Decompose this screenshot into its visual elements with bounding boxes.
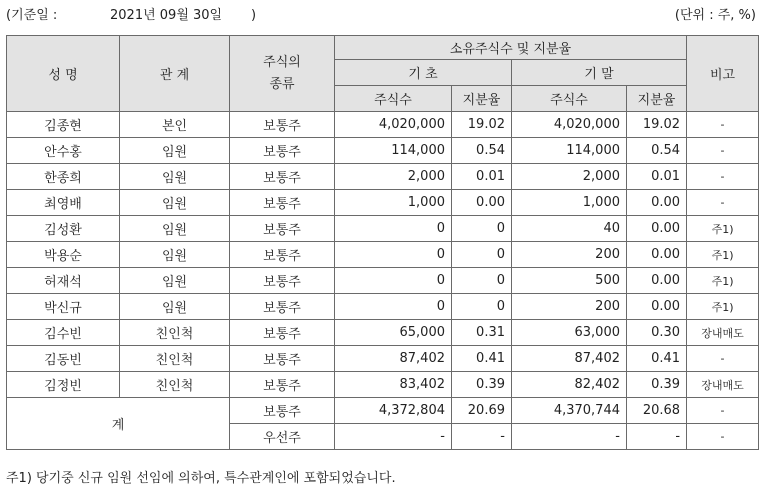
row-stock-type: 보통주 [230,242,335,268]
row-relation: 임원 [120,138,230,164]
row-end-ratio: 0.00 [627,190,687,216]
row-note: - [687,346,759,372]
row-end-ratio: 0.39 [627,372,687,398]
row-note: 장내매도 [687,320,759,346]
row-begin-ratio: 0.00 [452,190,512,216]
row-end-shares: 4,020,000 [512,112,627,138]
row-relation: 친인척 [120,346,230,372]
row-begin-ratio: 0.54 [452,138,512,164]
row-end-shares: 82,402 [512,372,627,398]
table-row [7,372,759,398]
row-name: 김수빈 [7,320,120,346]
row-stock-type: 보통주 [230,372,335,398]
row-relation: 임원 [120,164,230,190]
row-begin-shares: 87,402 [335,346,452,372]
total-begin-ratio: 20.69 [452,398,512,424]
row-begin-ratio: 0 [452,268,512,294]
total-note: - [687,398,759,424]
row-stock-type: 보통주 [230,138,335,164]
row-name: 박신규 [7,294,120,320]
table-row [7,216,759,242]
table-row [7,346,759,372]
total-end-ratio: - [627,424,687,450]
row-name: 김종현 [7,112,120,138]
table-row [7,164,759,190]
col-note-header: 비고 [687,36,759,112]
row-begin-ratio: 0.31 [452,320,512,346]
total-end-shares: 4,370,744 [512,398,627,424]
row-end-ratio: 0.54 [627,138,687,164]
col-begin-shares-header: 주식수 [335,86,452,112]
total-begin-shares: 4,372,804 [335,398,452,424]
total-end-shares: - [512,424,627,450]
row-stock-type: 보통주 [230,216,335,242]
row-end-shares: 200 [512,242,627,268]
row-begin-shares: 4,020,000 [335,112,452,138]
row-begin-shares: 1,000 [335,190,452,216]
row-end-shares: 63,000 [512,320,627,346]
row-end-ratio: 0.01 [627,164,687,190]
row-stock-type: 보통주 [230,320,335,346]
total-note: - [687,424,759,450]
total-begin-shares: - [335,424,452,450]
row-begin-ratio: 19.02 [452,112,512,138]
row-begin-shares: 83,402 [335,372,452,398]
col-begin-header: 기 초 [335,60,512,86]
row-begin-ratio: 0.39 [452,372,512,398]
row-end-ratio: 19.02 [627,112,687,138]
row-begin-ratio: 0.41 [452,346,512,372]
row-note: 주1) [687,294,759,320]
base-date-label: (기준일 : [6,8,58,23]
total-stock-type: 보통주 [230,398,335,424]
table-row [7,242,759,268]
row-stock-type: 보통주 [230,112,335,138]
row-relation: 임원 [120,268,230,294]
row-name: 한종희 [7,164,120,190]
row-begin-shares: 2,000 [335,164,452,190]
col-name-header: 성 명 [7,36,120,112]
total-label: 계 [7,398,230,450]
row-end-shares: 1,000 [512,190,627,216]
report-header [6,6,756,26]
row-relation: 임원 [120,294,230,320]
table-row [7,320,759,346]
row-stock-type: 보통주 [230,190,335,216]
row-begin-ratio: 0 [452,294,512,320]
row-begin-shares: 0 [335,294,452,320]
row-end-ratio: 0.41 [627,346,687,372]
col-end-shares-header: 주식수 [512,86,627,112]
col-group-header: 소유주식수 및 지분율 [335,36,687,60]
row-relation: 친인척 [120,320,230,346]
row-end-ratio: 0.00 [627,268,687,294]
row-end-shares: 87,402 [512,346,627,372]
row-name: 김동빈 [7,346,120,372]
total-stock-type: 우선주 [230,424,335,450]
row-begin-shares: 0 [335,242,452,268]
row-end-shares: 2,000 [512,164,627,190]
row-begin-shares: 0 [335,268,452,294]
row-end-shares: 200 [512,294,627,320]
footnote: 주1) 당기중 신규 임원 선임에 의하여, 특수관계인에 포함되었습니다. [6,471,396,486]
row-begin-shares: 114,000 [335,138,452,164]
row-relation: 친인척 [120,372,230,398]
col-stock-type-header: 주식의 종류 [230,36,335,112]
row-stock-type: 보통주 [230,294,335,320]
row-name: 최영배 [7,190,120,216]
row-end-ratio: 0.30 [627,320,687,346]
table-row [7,112,759,138]
row-name: 김정빈 [7,372,120,398]
table-row [7,294,759,320]
row-note: 주1) [687,268,759,294]
row-note: - [687,112,759,138]
table-row [7,138,759,164]
row-relation: 임원 [120,190,230,216]
col-end-header: 기 말 [512,60,687,86]
row-name: 안수홍 [7,138,120,164]
row-relation: 임원 [120,216,230,242]
row-end-shares: 114,000 [512,138,627,164]
col-end-ratio-header: 지분율 [627,86,687,112]
table-row [7,190,759,216]
row-note: 장내매도 [687,372,759,398]
row-name: 허재석 [7,268,120,294]
row-stock-type: 보통주 [230,164,335,190]
base-date-value: 2021년 09월 30일 ) [110,8,257,23]
col-relation-header: 관 계 [120,36,230,112]
row-relation: 본인 [120,112,230,138]
row-end-ratio: 0.00 [627,216,687,242]
total-begin-ratio: - [452,424,512,450]
shareholding-table [6,35,759,450]
total-row [7,398,759,424]
total-end-ratio: 20.68 [627,398,687,424]
unit-label: (단위 : 주, %) [674,8,756,23]
row-begin-shares: 0 [335,216,452,242]
row-begin-ratio: 0.01 [452,164,512,190]
table-row [7,268,759,294]
row-end-shares: 500 [512,268,627,294]
row-note: - [687,190,759,216]
row-end-ratio: 0.00 [627,294,687,320]
row-name: 박용순 [7,242,120,268]
row-end-shares: 40 [512,216,627,242]
row-note: - [687,164,759,190]
row-begin-shares: 65,000 [335,320,452,346]
row-relation: 임원 [120,242,230,268]
col-begin-ratio-header: 지분율 [452,86,512,112]
row-end-ratio: 0.00 [627,242,687,268]
row-begin-ratio: 0 [452,242,512,268]
row-stock-type: 보통주 [230,346,335,372]
row-note: 주1) [687,242,759,268]
row-note: - [687,138,759,164]
row-begin-ratio: 0 [452,216,512,242]
row-stock-type: 보통주 [230,268,335,294]
row-note: 주1) [687,216,759,242]
row-name: 김성환 [7,216,120,242]
